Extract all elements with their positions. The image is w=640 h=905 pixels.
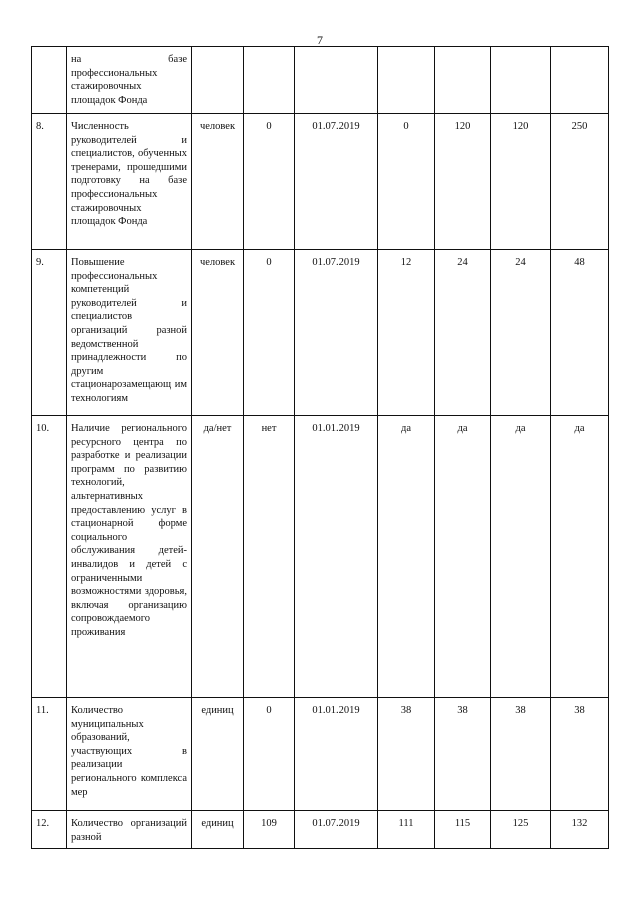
row-unit: единиц [192, 698, 244, 811]
row-value-2: 38 [435, 698, 491, 811]
row-base-value: нет [244, 416, 295, 698]
row-base-value: 0 [244, 698, 295, 811]
row-description: Численность руководителей и специалистов, обученных тренерами, прошедшими подготовку на базе профессиональных стажировочных площадок Фонда [67, 114, 192, 250]
row-value-1: 0 [378, 114, 435, 250]
row-value-2: да [435, 416, 491, 698]
row-number: 11. [32, 698, 67, 811]
row-description: на базе профессиональных стажировочных площадок Фонда [67, 47, 192, 114]
row-value-2: 115 [435, 811, 491, 849]
row-base-value [244, 47, 295, 114]
row-value-3: 125 [491, 811, 551, 849]
row-number: 10. [32, 416, 67, 698]
row-base-value: 0 [244, 250, 295, 416]
indicators-table [31, 46, 609, 849]
row-base-date: 01.07.2019 [295, 114, 378, 250]
row-value-2: 24 [435, 250, 491, 416]
row-value-4: 250 [551, 114, 609, 250]
row-base-value: 0 [244, 114, 295, 250]
row-description: Наличие регионального ресурсного центра по разработке и реализации программ по развитию технологий, альтернативных предоставлению услуг в стационарной форме социального обслуживания детей-инвалидов и детей с ограниченными возможностями здоровья, включая организацию сопровождаемого проживания [67, 416, 192, 698]
row-number: 8. [32, 114, 67, 250]
row-value-3: 38 [491, 698, 551, 811]
table-row [32, 698, 609, 811]
row-value-4: 132 [551, 811, 609, 849]
row-value-3: 24 [491, 250, 551, 416]
row-value-3: 120 [491, 114, 551, 250]
row-value-3 [491, 47, 551, 114]
row-value-1: 12 [378, 250, 435, 416]
row-value-4 [551, 47, 609, 114]
row-number: 12. [32, 811, 67, 849]
row-value-4: да [551, 416, 609, 698]
row-base-date: 01.07.2019 [295, 811, 378, 849]
row-unit: человек [192, 250, 244, 416]
row-value-1: да [378, 416, 435, 698]
row-description: Количество организаций разной [67, 811, 192, 849]
row-number [32, 47, 67, 114]
row-description: Повышение профессиональных компетенций руководителей и специалистов организаций разной ведомственной принадлежности по другим стационарозамещающ им технологиям [67, 250, 192, 416]
row-value-2 [435, 47, 491, 114]
table-row [32, 811, 609, 849]
row-value-1 [378, 47, 435, 114]
row-number: 9. [32, 250, 67, 416]
row-value-1: 111 [378, 811, 435, 849]
table-row [32, 114, 609, 250]
row-description: Количество муниципальных образований, участвующих в реализации регионального комплекса мер [67, 698, 192, 811]
row-base-date [295, 47, 378, 114]
page-number: 7 [317, 33, 323, 47]
row-base-value: 109 [244, 811, 295, 849]
row-base-date: 01.01.2019 [295, 416, 378, 698]
row-unit: единиц [192, 811, 244, 849]
table-row [32, 47, 609, 114]
row-base-date: 01.07.2019 [295, 250, 378, 416]
row-unit: человек [192, 114, 244, 250]
table-row [32, 416, 609, 698]
row-unit [192, 47, 244, 114]
row-value-4: 48 [551, 250, 609, 416]
row-value-2: 120 [435, 114, 491, 250]
row-value-4: 38 [551, 698, 609, 811]
row-value-3: да [491, 416, 551, 698]
table-row [32, 250, 609, 416]
row-unit: да/нет [192, 416, 244, 698]
row-base-date: 01.01.2019 [295, 698, 378, 811]
row-value-1: 38 [378, 698, 435, 811]
